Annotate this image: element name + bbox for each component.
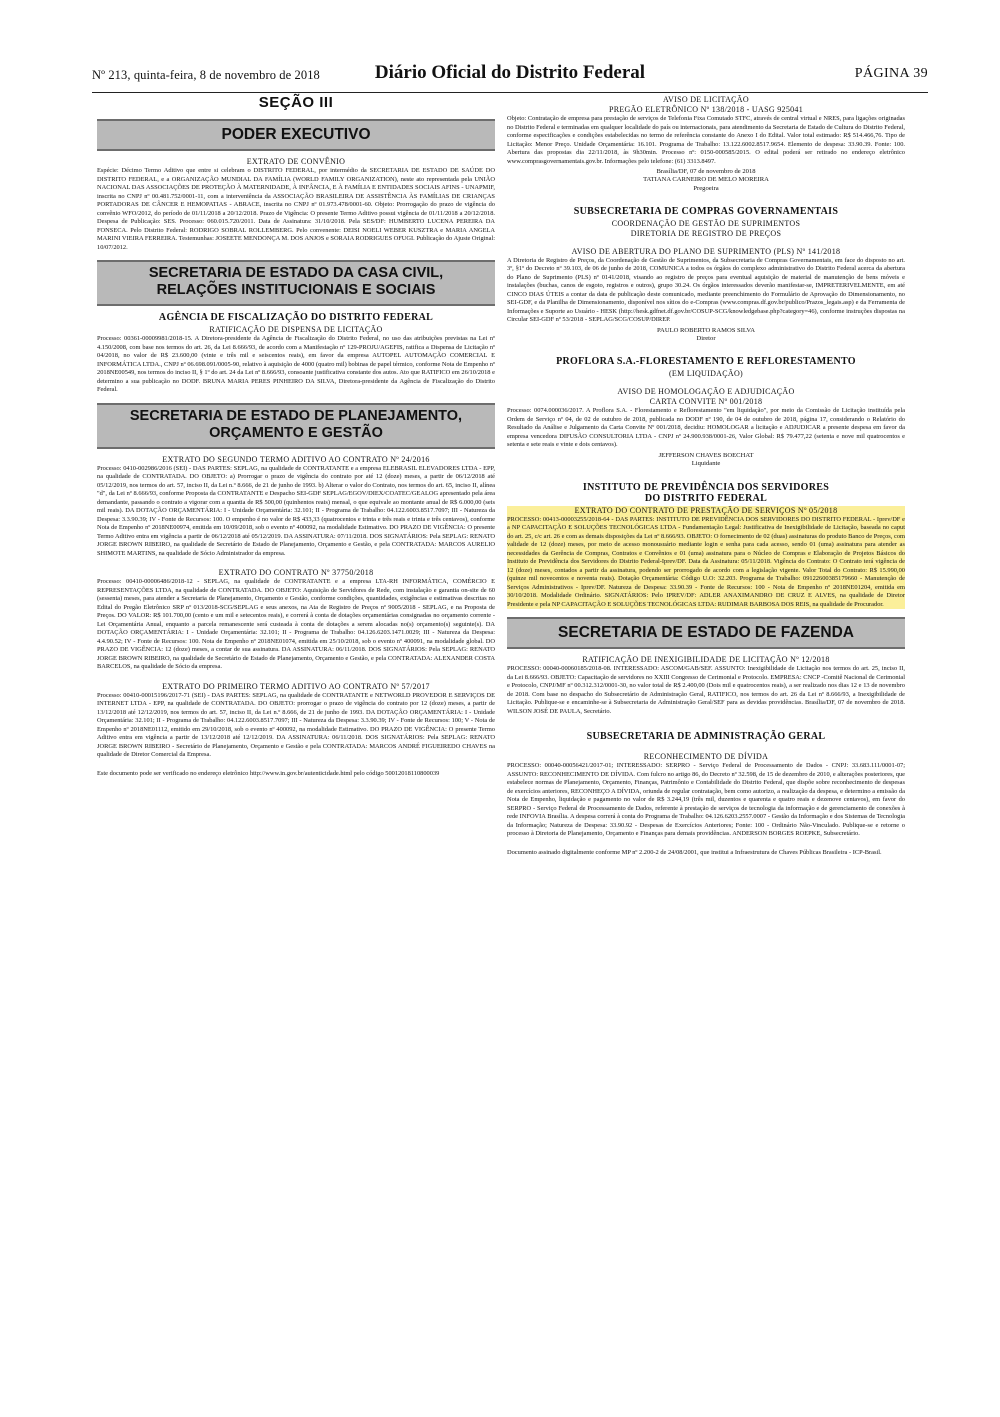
doc-body: Objeto: Contratação de empresa para prestação de serviços de Telefonia Fixa Comutado STFC, através de central virtual e NRES, para ligações originadas no Distrito Federal e terminadas em qualquer localidade do país ou internacionais, para atendimento da Secretaria de Estado de Cultura do Distrito Federal, conforme especificações e condições estabelecidas no termo de referência constante do Anexo I do Edital. Valor total estimado: R$ 514.466,76. Tipo de Licitação: Menor Preço. Unidade Orçamentária: 16.101. Programa de Trabalho: 13.122.6002.8517.9654. Elemento de despesa: 33.90.39. Fonte: 100. Abertura das propostas dia 22/11/2018, às 9h30min. Processo nº: 0150-000585/2015. O edital poderá ser retirado no endereço eletrônico www.comprasgovernamentais.gov.br. Informações pelo telefone: (61) 3313.8497.: [507, 115, 905, 165]
signature-line: Brasília/DF, 07 de novembro de 2018: [656, 168, 756, 175]
doc-title: AVISO DE ABERTURA DO PLANO DE SUPRIMENTO (PLS) Nº 141/2018: [571, 246, 841, 256]
band-line: SECRETARIA DE ESTADO DA CASA CIVIL,: [148, 265, 444, 281]
doc-body: Processo: 00361-00009981/2018-15. A Diretora-presidente da Agência de Fiscalização do Distrito Federal, no uso das atribuições previstas na Lei nº 4.150/2008, com base nos termos do art. 26, da Lei 8.666/93, de acordo com a Manifestação nº 129-PROJU/AGEFIS, ratifica a Dispensa de Licitação nº 04/2018, no valor de R$ 23.600,00 (vinte e três mil e seiscentos reais), em favor da empresa AUTOPEL AUTOMAÇÃO COMERCIAL E INFORMÁTICA LTDA., CNPJ nº 06.698.091/0005-90, relativo à aquisição de 4000 (quatro mil) bobinas de papel térmico, conforme Nota de Empenho nº 2018NE00549, nos termos do inciso II, § 1º do art. 24 da Lei nº 8.666/93, consoante justificativa constante dos autos. Ato que RATIFICO em 26/10/2018 e determino a sua publicação no DODF. BRUNA MARIA PERES PINHEIRO DA SILVA, Diretora-presidente da Agência de Fiscalização do Distrito Federal.: [97, 335, 495, 393]
signature-name: JEFFERSON CHAVES BOECHAT: [658, 451, 754, 459]
band-line: SECRETARIA DE ESTADO DE PLANEJAMENTO,: [129, 407, 463, 424]
org-heading: SUBSECRETARIA DE COMPRAS GOVERNAMENTAIS: [573, 205, 839, 217]
org-subheading: (EM LIQUIDAÇÃO): [668, 369, 744, 379]
doc-title: RATIFICAÇÃO DE DISPENSA DE LICITAÇÃO: [209, 325, 383, 334]
section-band-fazenda: SECRETARIA DE ESTADO DE FAZENDA: [507, 617, 905, 649]
signature-role: Diretor: [696, 335, 716, 343]
left-column: [97, 94, 495, 784]
doc-title: EXTRATO DO SEGUNDO TERMO ADITIVO AO CONTRATO Nº 24/2016: [162, 454, 430, 464]
org-heading: SUBSECRETARIA DE ADMINISTRAÇÃO GERAL: [586, 731, 826, 743]
doc-body: Processo: 00410-00006486/2018-12 - SEPLAG, na qualidade de CONTRATANTE e a empresa LTA-RH INFORMÁTICA, COMÉRCIO E REPRESENTAÇÕES LTDA, na qualidade de CONTRATADA. DO OBJETO: Aquisição de Servidores de Rede, com instalação e garantia on-site de 60 (sessenta) meses, para atender a Secretaria de Planejamento, Orçamento e Gestão, conforme condições, quantidades, exigências e estimativas descritas no Edital do Pregão Eletrônico SRP nº 013/2018-SCG/SEPLAG e seus anexos, na Ata de Registro de Preços nº 9005/2018 - SEPLAG, e na Proposta de Preços. DO VALOR: R$ 101.700,00 (cento e um mil e setecentos reais), e correrá à conta de dotações orçamentárias consignadas no orçamento corrente - Lei Orçamentária Anual, enquanto a parcela remanescente será custeada à conta de dotações a serem alocadas no(s) orçamento(s) seguinte(s). DA DOTAÇÃO ORÇAMENTÁRIA: I - Unidade Orçamentária: 32.101; II - Programa de Trabalho: 04.126.6203.1471.0029; III - Natureza da Despesa: 4.4.90.52; IV - Fonte de Recursos: 100. Nota de Empenho nº 2018NE01074, emitida em 25/10/2018, sob o evento nº 400091, na modalidade global. DO PRAZO DE VIGÊNCIA: 12 (doze) meses, a contar de sua assinatura. DA ASSINATURA: 06/11/2018. DOS SIGNATÁRIOS: Pela SEPLAG: RENATO JORGE BROWN RIBEIRO, na qualidade de Secretário de Estado de Planejamento, Orçamento e Gestão, e pela CONTRATADA: ALEXANDER COSTA BARCELOS, na qualidade de Sócio da empresa.: [97, 578, 495, 670]
doc-body: PROCESSO: 00040-00060185/2018-08. INTERESSADO: ASCOM/GAB/SEF. ASSUNTO: Inexigibilidade de Licitação nos termos do art. 25, inciso II, da Lei 8.666/93. OBJETO: Capacitação de servidores no XXIII Congresso de Cerimonial e Protocolo. EMPRESA: CNCP -Comitê Nacional de Cerimonial e Protocolo, CNPJ/MF nº 00.312.312/0001-30, no valor total de R$ 2.400,00 (Dois mil e quatrocentos reais), a ser realizado nos dias 12 e 13 de novembro de 2018. Com base no despacho do Subsecretário de Administração Geral, RATIFICO, nos termos do art. 26 da Lei nº 8.666/93, a Inexigibilidade de Licitação. Publique-se e encaminhe-se à Subsecretaria de Administração Geral/SEF para as devidas providências. Brasília/DF, 07 de novembro de 2018. WILSON JOSÉ DE PAULA, Secretário.: [507, 665, 905, 715]
doc-title: AVISO DE LICITAÇÃO: [663, 95, 749, 104]
issue-info: Nº 213, quinta-feira, 8 de novembro de 2018: [92, 68, 320, 82]
doc-subtitle: CARTA CONVITE Nº 001/2018: [649, 397, 763, 407]
section-band-planejamento: [97, 403, 495, 449]
doc-title: EXTRATO DO CONTRATO DE PRESTAÇÃO DE SERVIÇOS Nº 05/2018: [574, 505, 838, 515]
doc-body: PROCESSO: 00040-00056421/2017-01; INTERESSADO: SERPRO - Serviço Federal de Processamento de Dados - CNPJ: 33.683.111/0001-07; ASSUNTO: RECONHECIMENTO DE DÍVIDA. Com fulcro no artigo 86, do Decreto nº 32.598, de 15 de dezembro de 2010, e alterações posteriores, que estabelece normas de Planejamento, Orçamento, Finanças, Patrimônio e Contabilidade do Distrito Federal, que dispõe sobre reconhecimento de despesas de exercícios anteriores, RECONHEÇO A DÍVIDA, oriunda de regular contratação, bem como autorizo, a realização da despesa, e determino a emissão da Nota de Empenho, liquidação e pagamento no valor de R$ 3.244,19 (três mil, duzentos e quarenta e quatro reais e dezenove centavos), em favor do SERPRO - Serviço Federal de Processamento de Dados, referente à prestação de serviços de tecnologia da informação e de gerenciamento de conexões à rede INFOVIA Brasília. A despesa correrá à conta do Programa de Trabalho: 04.126.6203.2557.0007 - Gestão da Informação e dos Sistemas de Tecnologia da Informação; Natureza de Despesa: 33.90.92 - Despesas de Exercícios Anteriores; Fonte: 100 - Ordinário Não-Vinculado. Publique-se e retorne o processo à Diretoria de Planejamento, Orçamento e Finanças para demais providências. ANDERSON BORGES ROEPKE, Subsecretário.: [507, 762, 905, 838]
page-number: PÁGINA 39: [854, 66, 928, 81]
doc-title: RATIFICAÇÃO DE INEXIGIBILIDADE DE LICITAÇÃO Nº 12/2018: [582, 655, 830, 665]
doc-body: A Diretoria de Registro de Preços, da Coordenação de Gestão de Suprimentos, da Subsecretaria de Compras Governamentais, em face do disposto no art. 3º, §1º do Decreto nº 39.103, de 06 de junho de 2018, COMUNICA a todos os órgãos do complexo administrativo do Distrito Federal acerca da abertura do Plano de Suprimento (PLS) nº 0141/2018, visando ao registro de preços para eventual aquisição de material de manutenção de bens móveis e instalações (buchas, canos de esgoto, registros e outros), grupo 30.24. Os órgãos interessados deverão manifestar-se, IMPRETERIVELMENTE, em até CINCO DIAS ÚTEIS a contar da data de publicação deste comunicado, mediante preenchimento do Formulário de Aprovação do Dimensionamento, no SEI-GDF, e da Planilha de Dimensionamento, disponível nos sítios do e-Compras (www.compras.df.gov.br/publico/Prazos_legais.asp) e da Ferramenta de Informações e Suporte ao Usuário - HESK (http://hesk.gdfnet.df.gov.br/COSUP-SCG/knowledgebase.php?category=46), conforme instruções dispostas na Circular SEI-GDF nº 53/2018 - SEPLAG/SCG/COSUP/DIREP.: [507, 256, 905, 324]
org-subheading: DIRETORIA DE REGISTRO DE PREÇOS: [630, 228, 782, 238]
org-heading: PROFLORA S.A.-FLORESTAMENTO E REFLORESTAMENTO: [556, 356, 856, 368]
doc-title: EXTRATO DO CONTRATO Nº 37750/2018: [218, 568, 374, 577]
doc-body: PROCESSO: 00413-00003255/2018-64 - DAS PARTES: INSTITUTO DE PREVIDÊNCIA DOS SERVIDORES DO DISTRITO FEDERAL - Iprev/DF e a NP CAPACITAÇÃO E SOLUÇÕES TECNOLÓGICAS LTDA - Fundamentação Legal: Justificativa de Inexigibilidade de Licitação, baseada no caput do art. 25, c/c art. 26 e com as demais disposições da Lei nº 8.666/93. OBJETO: O fornecimento de 02 (duas) assinaturas do produto Banco de Preços, com validade de 12 (doze) meses, por meio de acesso monousuário mediante login e senha para cada acesso, sendo 01 (uma) assinatura para atender as necessidades da Gerência de Compras, Contratos e Convênios e 01 (uma) assinatura para o Núcleo de Compras e Elaboração de Projetos Básicos do Instituto de Previdência dos Servidores do Distrito Federal-Iprev/DF. Data da Assinatura: 05/11/2018. Vigência do Contrato: O Contrato terá vigência de 12 (doze) meses, contados a partir da assinatura, podendo ser prorrogado de acordo com a legislação vigente. Valor Total do Contrato: R$ 15.990,00 (quinze mil novecentos e noventa reais). Dotação Orçamentária: Código U.O: 32.203. Programa de Trabalho: 09122600385179660 - Manutenção de Serviços Administrativos - Iprev/DF. Natureza de Despesa: 33.90.39 - Fonte de Recursos: 100 - Nota de Empenho nº 2018NE01204, emitida em 30/10/2018. Modalidade Ordinário. SIGNATÁRIOS: Pelo IPREV/DF: ADLER ANAXIMANDRO DE CRUZ E ALVES, na qualidade de Diretor Presidente e pela NP CAPACITAÇÃO E SOLUÇÕES TECNOLÓGICAS LTDA: RUDIMAR BARBOSA DOS REIS, na qualidade de Procurador.: [507, 515, 905, 608]
section-band-poder-executivo: PODER EXECUTIVO: [97, 119, 495, 151]
section-band-casa-civil: [97, 260, 495, 306]
doc-body: Processo: 0074.000036/2017. A Proflora S.A. - Florestamento e Reflorestamento "em liquidação", por meio da Comissão de Licitação instituída pela Ordem de Serviço nº 04, de 02 de outubro de 2018, publicada no DODF nº 190, de 04 de outubro de 2018, página 17, considerando o Relatório do Resultado da Análise e Julgamento da Carta Convite Nº 001/2018, decidiu: HOMOLOGAR a licitação e ADJUDICAR a presente despesa em favor da empresa vencedora DIFUSÃO CONSULTORIA LTDA - CNPJ nº 24.900.938/0001-26, Valor Global: R$ 79.477,22 (setenta e nove mil quatrocentos e setenta e sete reais e vinte e dois centavos).: [507, 407, 905, 449]
doc-title: AVISO DE HOMOLOGAÇÃO E ADJUDICAÇÃO: [617, 387, 795, 397]
verification-note: Este documento pode ser verificado no endereço eletrônico http://www.in.gov.br/autenticidade.html pelo código 50012018110800039: [97, 769, 440, 777]
signature-role: Liquidante: [691, 460, 721, 468]
highlighted-extract: [507, 506, 905, 610]
page-header: [92, 58, 928, 93]
doc-body: Processo: 00410-00015196/2017-71 (SEI) - DAS PARTES: SEPLAG, na qualidade de CONTRATANTE e NETWORLD PROVEDOR E SERVIÇOS DE INTERNET LTDA - EPP, na qualidade de CONTRATADA. DO OBJETO: prorrogar o prazo de vigência do contrato por 12 (doze) meses, a partir de 13/12/2018 até 12/12/2019, nos termos do art. 57, inciso II, da Lei n.º 8.666, de 21 de junho de 1993. DA DOTAÇÃO ORÇAMENTÁRIA: I - Unidade Orçamentária: 32.101; II - Programa de Trabalho: 04.122.6003.8517.7097; III - Natureza da Despesa: 3.3.90.39; IV - Fonte de Recursos: 100; V - Nota de Empenho nº 2018NE01112, emitido em 29/10/2018, sob o evento nº 400092, na modalidade Estimativo. DO PRAZO DE VIGÊNCIA: O presente Termo Aditivo entra em vigência a partir de 13/12/2018 até 12/12/2019. DA ASSINATURA: 06/11/2018. DOS SIGNATÁRIOS: Pela SEPLAG: RENATO JORGE BROWN RIBEIRO - Secretário de Planejamento, Orçamento e Gestão e pela CONTRATADA: MARCOS ANDRÉ FIGUEIREDO CHAVES na qualidade de Diretor Comercial da Empresa.: [97, 691, 495, 758]
doc-subtitle: PREGÃO ELETRÔNICO Nº 138/2018 - UASG 925041: [608, 105, 804, 114]
signature-name: PAULO ROBERTO RAMOS SILVA: [657, 326, 755, 334]
doc-body: Processo: 0410-002986/2016 (SEI) - DAS PARTES: SEPLAG, na qualidade de CONTRATANTE e a empresa ELEBRASIL ELEVADORES LTDA - EPP, na qualidade de CONTRATADA. DO OBJETO: a) Prorrogar o prazo de vigência do contrato por até 12 (doze) meses, a partir de 06/12/2018 até 05/12/2019, nos termos do art. 57, inciso II, da Lei n.º 8.666, de 21 de junho de 1993. b) Alterar o valor do Contrato, nos termos do art. 65, inciso II, alínea "d", da Lei nº 8.666/93, conforme Proposta da CONTRATANTE e Despacho SEI-GDF SEPLAG/EGOV/DIEX/COATEC/GEALOG apresentado pela área demandante, passando o contrato a vigorar com a quantia de R$ 500,00 (quinhentos reais) mensal, o que equivale ao montante anual de R$ 6.000,00 (seis mil reais). DA DOTAÇÃO ORÇAMENTÁRIA: I - Unidade Orçamentária: 32.101; II - Programa de Trabalho: 04.122.6003.8517.7097; III - Natureza da Despesa: 3.3.90.39; IV - Fonte de Recursos: 100. O empenho é no valor de R$ 433,33 (quatrocentos e trinta e três reais e trinta e três centavos), conforme Nota de Empenho nº 2018NE00974, emitida em 10/09/2018, sob o evento nº 400092, na modalidade Estimativo. DO PRAZO DE VIGÊNCIA: O presente Termo Aditivo entra em vigência a partir de 06/12/2018 até 05/12/2019. DA ASSINATURA: 07/11/2018. DOS SIGNATÁRIOS: Pela SEPLAG: RENATO JORGE BROWN RIBEIRO, na qualidade de Secretário de Estado de Planejamento, Orçamento e Gestão, e pela CONTRATADA: MARCOS AURELIO SHIMOTE MARTINS, na qualidade de Sócio Administrador da empresa.: [97, 464, 495, 557]
org-subheading: COORDENAÇÃO DE GESTÃO DE SUPRIMENTOS: [611, 218, 801, 228]
band-line: RELAÇÕES INSTITUCIONAIS E SOCIAIS: [156, 282, 436, 298]
signature-name: TATIANA CARNEIRO DE MELO MOREIRA: [643, 176, 769, 184]
signature-note: Documento assinado digitalmente conforme MP nº 2.200-2 de 24/08/2001, que institui a Infraestrutura de Chaves Públicas Brasileira - ICP-Brasil.: [507, 848, 882, 856]
doc-title: EXTRATO DE CONVÊNIO: [246, 157, 346, 166]
org-heading: [507, 482, 905, 504]
org-heading-line: INSTITUTO DE PREVIDÊNCIA DOS SERVIDORES: [582, 481, 830, 493]
right-column: [507, 94, 905, 863]
doc-title: RECONHECIMENTO DE DÍVIDA: [643, 752, 769, 762]
newspaper-title: Diário Oficial do Distrito Federal: [374, 62, 646, 83]
band-line: ORÇAMENTO E GESTÃO: [209, 424, 383, 441]
doc-title: EXTRATO DO PRIMEIRO TERMO ADITIVO AO CONTRATO Nº 57/2017: [162, 681, 430, 691]
signature-role: Pregoeira: [693, 184, 719, 192]
org-heading-line: DO DISTRITO FEDERAL: [644, 492, 768, 504]
doc-body: Espécie: Décimo Termo Aditivo que entre si celebram o DISTRITO FEDERAL, por intermédio da SECRETARIA DE ESTADO DE SAÚDE DO DISTRITO FEDERAL, e a ORGANIZAÇÃO MUNDIAL DA FAMÍLIA (WORLD FAMILY ORGANIZATION), neste ato representada pela UNIÃO NACIONAL DAS ASSOCIAÇÕES DE PROTEÇÃO À MATERNIDADE, À INFÂNCIA, E À FAMÍLIA E ENTIDADES SOCIAIS AFINS - UNAPMIF, inscrita no CNPJ nº 00.481.752/0001-11, com a interveniência da ASSOCIAÇÃO BRASILEIRA DE ASSISTÊNCIA ÀS FAMÍLIAS DE CRIANÇAS PORTADORAS DE CÂNCER E HEMOPATIAS - ABRACE, inscrita no CNPJ nº 01.973.478/0001-60. Objeto: Prorrogação do prazo de vigência do convênio WFO/2012, do período de 01/11/2018 a 20/12/2018. Prazo de Vigência: O presente Termo Aditivo possui vigência de 01/11/2018 a 20/12/2018. Despesa de Publicação: SES. Processo: 060.015.720/2011. Data de Assinatura: 31/10/2018. Pela SES/DF: HUMBERTO LUCENA PEREIRA DA FONSECA. Pelo Distrito Federal: RODRIGO SOBRAL ROLLEMBERG. Pelo convenente: DEISI NOELI WEBER KUSZTRA e MARIA ANGELA MARINI VIEIRA FERREIRA. Testemunhas: JOSEETE MENDONÇA M. DOS ANJOS e SORAIA RODRIGUES OFUGI. Publicação do Ajuste Original: 10/07/2012.: [97, 167, 495, 251]
section-title: SEÇÃO III: [258, 94, 334, 111]
org-heading: AGÊNCIA DE FISCALIZAÇÃO DO DISTRITO FEDERAL: [158, 312, 434, 323]
